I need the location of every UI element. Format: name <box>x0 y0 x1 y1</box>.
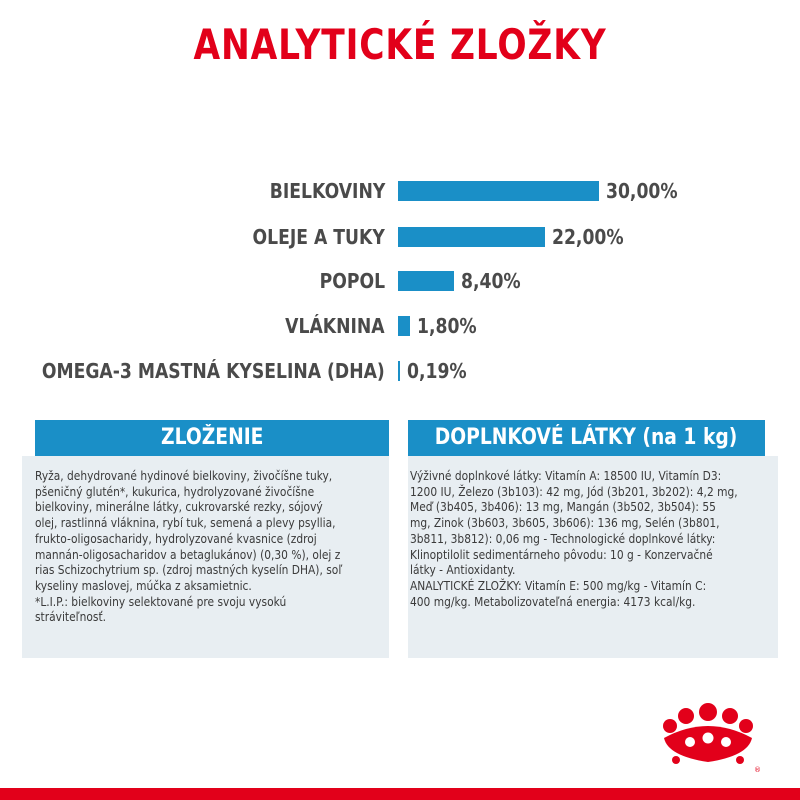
nutrient-label: POPOL <box>319 269 385 293</box>
nutrient-label: OMEGA-3 MASTNÁ KYSELINA (DHA) <box>42 359 385 383</box>
text-line: Klinoptilolit sedimentárneho pôvodu: 10 g - Konzervačné <box>410 546 713 562</box>
text-line: pšeničný glutén*, kukurica, hydrolyzované živočíšne <box>35 483 315 499</box>
nutrient-row <box>0 356 800 386</box>
nutrient-value: 22,00% <box>552 225 625 249</box>
nutrient-label: OLEJE A TUKY <box>252 225 385 249</box>
nutrient-row <box>0 176 800 206</box>
text-line: *L.I.P.: bielkoviny selektované pre svoju vysokú <box>35 593 287 609</box>
nutrient-bar <box>398 181 599 201</box>
nutrient-bar <box>398 227 545 247</box>
text-line: ANALYTICKÉ ZLOŽKY: Vitamín E: 500 mg/kg - Vitamín C: <box>410 577 707 593</box>
nutrient-label: VLÁKNINA <box>285 314 385 338</box>
nutrient-bar <box>398 361 400 381</box>
composition-text <box>35 468 342 625</box>
additives-header <box>408 420 765 456</box>
text-line: frukto-oligosacharidy, hydrolyzované kvasnice (zdroj <box>35 530 317 546</box>
svg-text:®: ® <box>754 766 761 774</box>
nutrient-value: 30,00% <box>606 179 678 203</box>
text-line: Meď (3b405, 3b406): 13 mg, Mangán (3b502, 3b504): 55 <box>410 499 716 515</box>
nutrient-row <box>0 311 800 341</box>
royal-canin-crown-icon <box>656 704 760 774</box>
footer-stripe <box>0 788 800 800</box>
nutrient-row <box>0 266 800 296</box>
page-title: ANALYTICKÉ ZLOŽKY <box>193 20 607 69</box>
text-line: 3b811, 3b812): 0,06 mg - Technologické doplnkové látky: <box>410 530 716 546</box>
text-line: mg, Zinok (3b603, 3b605, 3b606): 136 mg, Selén (3b801, <box>410 515 720 531</box>
text-line: 400 mg/kg. Metabolizovateľná energia: 4173 kcal/kg. <box>410 593 696 609</box>
text-line: kyseliny maslovej, múčka z aksamietnic. <box>35 577 252 593</box>
text-line: bielkoviny, minerálne látky, cukrovarské rezky, sójový <box>35 499 323 515</box>
text-line: Ryža, dehydrované hydinové bielkoviny, živočíšne tuky, <box>35 468 333 483</box>
composition-heading: ZLOŽENIE <box>160 425 264 450</box>
nutrient-value: 1,80% <box>417 314 477 338</box>
composition-header <box>35 420 389 456</box>
text-line: 1200 IU, Železo (3b103): 42 mg, Jód (3b201, 3b202): 4,2 mg, <box>410 483 738 499</box>
text-line: Výživné doplnkové látky: Vitamín A: 18500 IU, Vitamín D3: <box>410 468 722 483</box>
additives-text <box>410 468 738 609</box>
nutrient-row <box>0 222 800 252</box>
nutrient-bar <box>398 271 454 291</box>
text-line: mannán-oligosacharidov a betaglukánov) (0,30 %), olej z <box>35 546 341 562</box>
nutrient-label: BIELKOVINY <box>269 179 385 203</box>
text-line: stráviteľnosť. <box>35 609 107 625</box>
text-line: látky - Antioxidanty. <box>410 562 516 578</box>
text-line: rias Schizochytrium sp. (zdroj mastných kyselín DHA), soľ <box>35 562 343 578</box>
nutrient-value: 0,19% <box>407 359 467 383</box>
text-line: olej, rastlinná vláknina, rybí tuk, semená a plevy psyllia, <box>35 515 336 531</box>
additives-heading: DOPLNKOVÉ LÁTKY (na 1 kg) <box>435 425 738 450</box>
nutrient-bar <box>398 316 410 336</box>
nutrient-value: 8,40% <box>461 269 521 293</box>
